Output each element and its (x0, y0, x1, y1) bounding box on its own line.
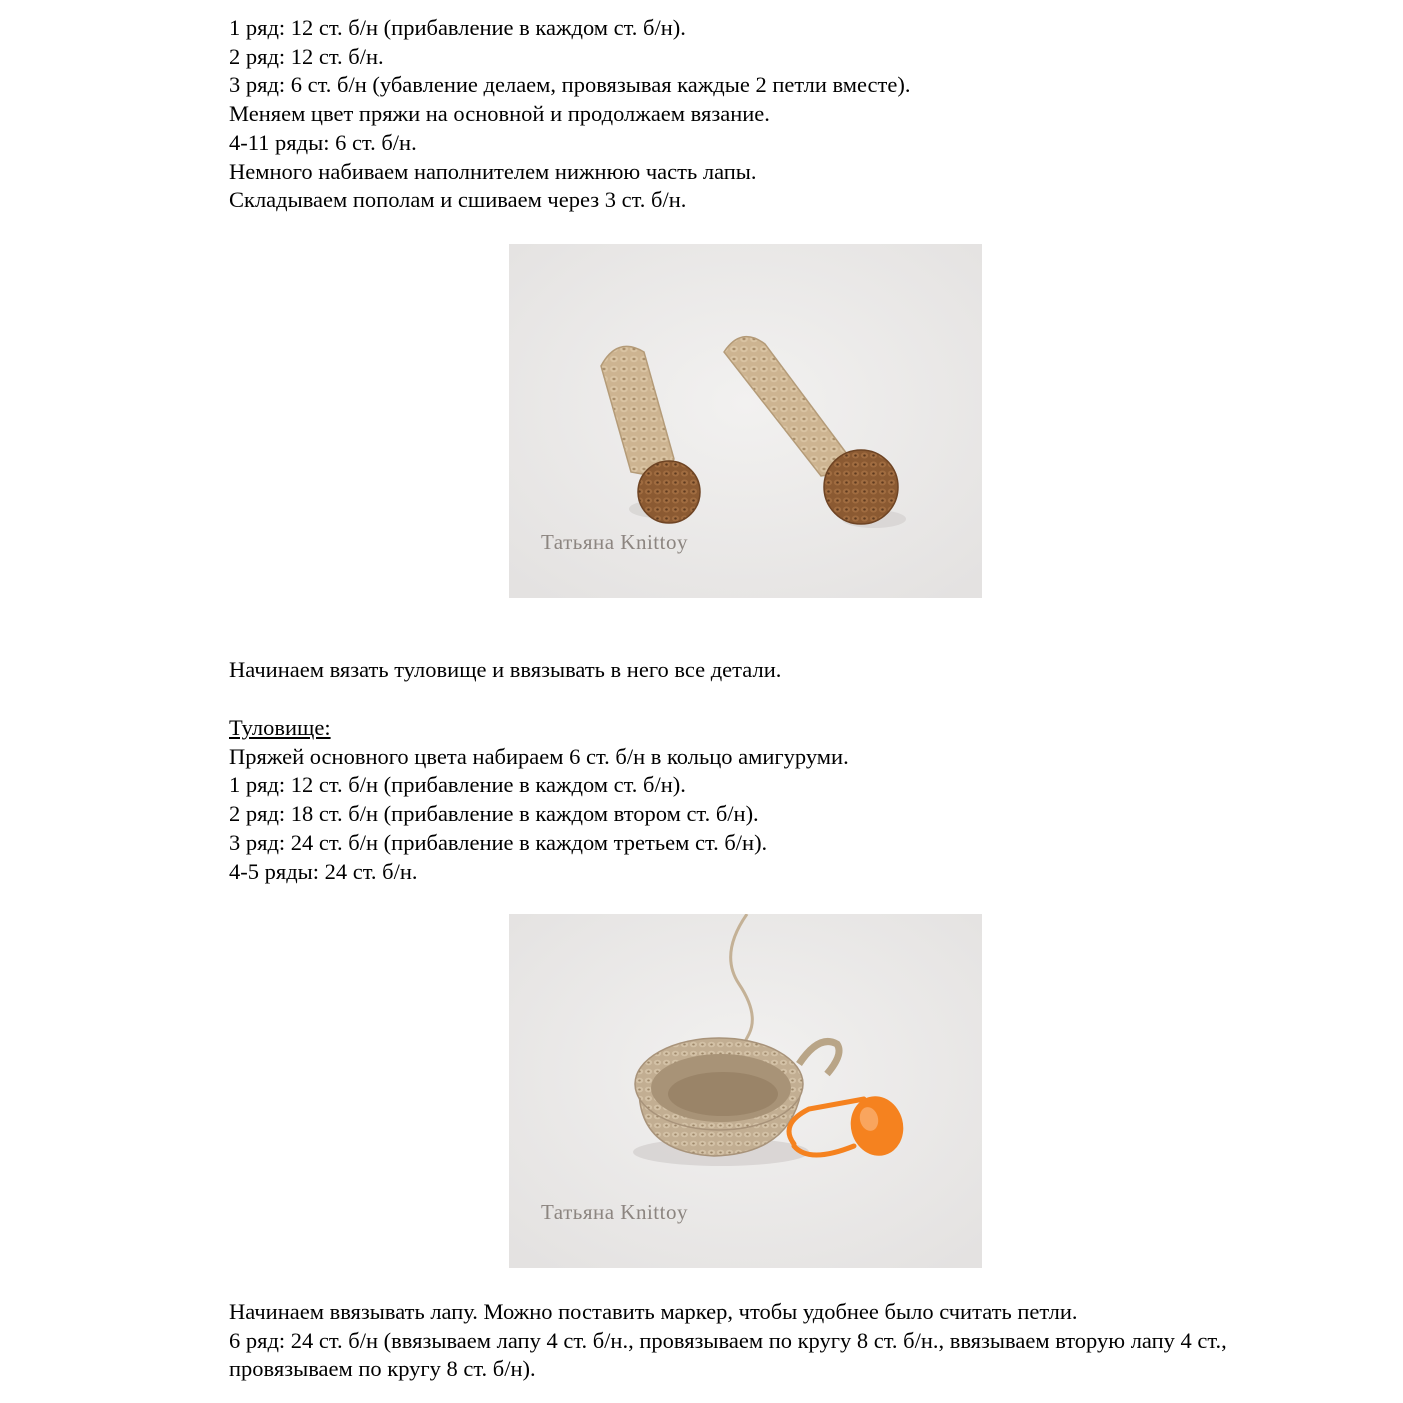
body-rows-4-5: 4-5 ряды: 24 ст. б/н. (229, 858, 418, 884)
photo-legs (509, 244, 982, 598)
intro-section (229, 656, 1289, 685)
section-3 (229, 1298, 1289, 1384)
body-heading: Туловище: (229, 715, 331, 740)
body-row-3: 3 ряд: 24 ст. б/н (прибавление в каждом третьем ст. б/н). (229, 829, 768, 855)
color-change-instruction: Меняем цвет пряжи на основной и продолжаем вязание. (229, 101, 770, 127)
row-6-instruction: 6 ряд: 24 ст. б/н (ввязываем лапу 4 ст. б/н., провязываем по кругу 8 ст. б/н., ввязываем вторую лапу 4 ст., провязываем по кругу 8 ст. б/н). (229, 1327, 1227, 1382)
photo-legs-watermark: Татьяна Knittoy (541, 530, 688, 554)
photo-legs-illustration (509, 244, 982, 598)
photo-body (509, 914, 982, 1268)
paw-intro-text: Начинаем ввязывать лапу. Можно поставить маркер, чтобы удобнее было считать петли. (229, 1299, 1078, 1324)
rows-4-11-instruction: 4-11 ряды: 6 ст. б/н. (229, 129, 417, 155)
row-3-instruction: 3 ряд: 6 ст. б/н (убавление делаем, провязывая каждые 2 петли вместе). (229, 72, 911, 98)
photo-body-illustration (509, 914, 982, 1268)
stuffing-instruction: Немного набиваем наполнителем нижнюю часть лапы. (229, 158, 757, 184)
intro-text: Начинаем вязать туловище и ввязывать в него все детали. (229, 657, 782, 682)
body-row-2: 2 ряд: 18 ст. б/н (прибавление в каждом втором ст. б/н). (229, 801, 759, 827)
body-row-1: 1 ряд: 12 ст. б/н (прибавление в каждом ст. б/н). (229, 772, 686, 798)
photo-body-watermark: Татьяна Knittoy (541, 1200, 688, 1224)
row-1-instruction: 1 ряд: 12 ст. б/н (прибавление в каждом ст. б/н). (229, 15, 686, 40)
body-section (229, 714, 1289, 886)
section-1 (229, 14, 1289, 215)
row-2-instruction: 2 ряд: 12 ст. б/н. (229, 43, 384, 69)
sewing-instruction: Складываем пополам и сшиваем через 3 ст. б/н. (229, 187, 687, 213)
body-start-instruction: Пряжей основного цвета набираем 6 ст. б/н в кольцо амигуруми. (229, 743, 849, 769)
